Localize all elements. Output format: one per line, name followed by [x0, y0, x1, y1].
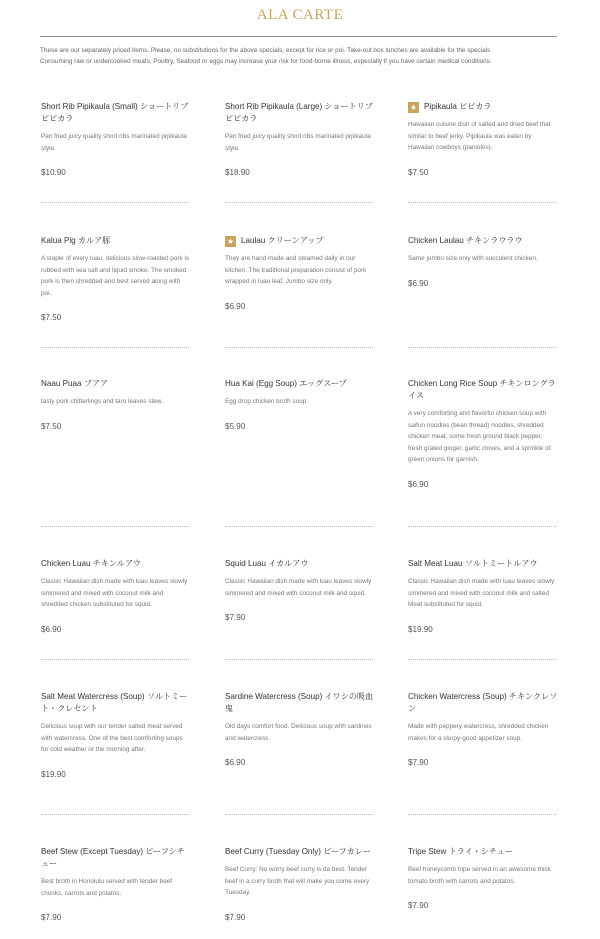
menu-item-price: $7.50	[41, 421, 62, 431]
menu-item-name-text: Laulau クリーンアップ	[241, 236, 324, 245]
menu-item-price: $6.90	[225, 301, 246, 311]
menu-item	[225, 101, 375, 177]
menu-item-name-text: Short Rib Pipikaula (Large) ショートリブピピカラ	[225, 102, 373, 123]
dotted-divider	[225, 347, 373, 348]
menu-item-description: tasty pork chitterlings and taro leaves stew.	[41, 398, 163, 405]
menu-item-price: $7.90	[41, 913, 62, 923]
dotted-divider	[408, 526, 556, 527]
menu-item-price: $7.90	[408, 901, 429, 911]
menu-item	[41, 846, 191, 922]
menu-item	[225, 378, 375, 431]
menu-item-name-text: Chicken Watercress (Soup) チキンクレソン	[408, 692, 558, 713]
dotted-divider	[408, 659, 556, 660]
dotted-divider	[225, 526, 373, 527]
intro-text	[40, 45, 560, 67]
menu-item	[225, 235, 375, 311]
menu-item-name	[225, 235, 375, 247]
menu-item-description: A staple of every luau, delicious slow-roasted pork is rubbed with sea salt and liquid smoke. The smoked pork is then shredded and best served along with poi.	[41, 255, 190, 297]
menu-item-price: $7.90	[225, 613, 246, 623]
dotted-divider	[41, 526, 189, 527]
menu-item	[408, 378, 558, 489]
menu-item-name-text: Squid Luau イカルアウ	[225, 559, 309, 568]
dotted-divider	[408, 202, 556, 203]
menu-item	[408, 558, 558, 634]
menu-item	[41, 558, 191, 634]
dotted-divider	[41, 347, 189, 348]
menu-item-price: $7.50	[41, 313, 62, 323]
menu-item-description: Delicious soup with our tender salted meat served with watercress. One of the best comforting soups for cold weather or the morning after.	[41, 723, 183, 754]
menu-item-name	[408, 846, 558, 858]
menu-item-name-text: Chicken Luau チキンルアウ	[41, 559, 142, 568]
menu-item-name-text: Hua Kai (Egg Soup) エッグスープ	[225, 379, 347, 388]
menu-item-price: $6.90	[408, 479, 429, 489]
menu-item-description: Classic Hawaiian dish made with luau leaves slowly simmered and mixed with coconut milk and squid.	[225, 578, 372, 597]
menu-item-price: $7.90	[408, 758, 429, 768]
menu-item-name	[408, 691, 558, 715]
menu-item	[408, 691, 558, 767]
menu-item-name	[225, 846, 375, 858]
intro-line-1: These are our separately priced items. Please, no substitutions for the above specials, except for rice or poi. Take-out box lunches are available for the specials	[40, 47, 491, 54]
menu-item-name-text: Chicken Laulau チキンラウラウ	[408, 236, 523, 245]
menu-item-name	[225, 378, 375, 390]
intro-line-2: Consuming raw or undercooked meats, Poultry, Seafood or eggs may increase your risk for food-borne illness, especially if you have certain medical conditions.	[40, 58, 492, 65]
menu-item	[408, 846, 558, 910]
menu-item-description: Old days comfort food. Delicious soup with sardines and watercress.	[225, 723, 372, 742]
menu-item-description: Classic Hawaiian dish made with luau leaves slowly simmered and mixed with coconut milk and shredded chicken substituted for squid.	[41, 578, 188, 609]
menu-item	[41, 691, 191, 779]
menu-item-price: $6.90	[41, 624, 62, 634]
menu-item-name	[408, 235, 558, 247]
dotted-divider	[41, 202, 189, 203]
dotted-divider	[225, 659, 373, 660]
menu-item-price: $18.90	[225, 168, 250, 178]
menu-item	[225, 558, 375, 622]
menu-item-name-text: Salt Meat Watercress (Soup) ソルトミート・クレセント	[41, 692, 188, 713]
menu-item-description: They are hand made and steamed daily in our kitchen. The traditional preparation consist of pork wrapped in luau leaf. Jumbo size only.	[225, 255, 367, 286]
dotted-divider	[408, 814, 556, 815]
menu-item-description: Pan fried juicy quality short ribs marinated pipikaula style.	[225, 133, 371, 152]
menu-item-name	[408, 558, 558, 570]
featured-star-icon: ★	[409, 103, 418, 112]
menu-item	[408, 235, 558, 288]
menu-item-name	[41, 558, 191, 570]
menu-item-price: $7.50	[408, 167, 429, 177]
menu-item-name	[408, 378, 558, 402]
menu-item	[225, 846, 375, 922]
menu-item-name-text: Tripe Stew トライ・シチュー	[408, 847, 513, 856]
menu-item-name-text: Salt Meat Luau ソルトミートルアウ	[408, 559, 538, 568]
menu-item-name-text: Beef Curry (Tuesday Only) ビーフカレー	[225, 847, 371, 856]
menu-item-description: Egg drop chicken broth soup.	[225, 398, 309, 405]
menu-item-description: A very comforting and flavorful chicken soup with saifun noodles (bean thread) noodles, shredded chicken meat, some fresh ground black pepper, fresh grated ginger, garlic cloves, and a sprinkle of green onions for garnish.	[408, 410, 551, 464]
menu-item-name	[225, 691, 375, 715]
menu-item	[41, 101, 191, 177]
page-title: ALA CARTE	[256, 7, 344, 23]
menu-item-name-text: Beef Stew (Except Tuesday) ビーフシチュー	[41, 847, 185, 868]
menu-item-description: Made with peppery watercress, shredded chicken makes for a slurpy-good appetizer soup.	[408, 723, 549, 742]
menu-item-name	[41, 235, 191, 247]
title-divider	[40, 36, 557, 37]
menu-item-description: Beef honeycomb tripe served in an awesome thick tomato broth with carrots and potatos.	[408, 866, 551, 885]
menu-item-price: $6.90	[225, 758, 246, 768]
menu-item-name	[225, 558, 375, 570]
featured-star-icon: ★	[226, 237, 235, 246]
menu-item-price: $10.90	[41, 168, 66, 178]
menu-item-name-text: Sardine Watercress (Soup) イワシの吸血鬼	[225, 692, 374, 713]
menu-item-name-text: Kalua Pig カルア豚	[41, 236, 111, 245]
menu-item-price: $7.90	[225, 912, 246, 922]
menu-item-description: Best broth in Honolulu served with tender beef chunks, carrots and potatos.	[41, 878, 173, 897]
menu-item-name	[408, 101, 558, 113]
dotted-divider	[41, 659, 189, 660]
dotted-divider	[225, 202, 373, 203]
dotted-divider	[225, 814, 373, 815]
menu-item-name	[41, 378, 191, 390]
menu-item-price: $19.90	[408, 624, 433, 634]
menu-item-description: Hawaiian cuisine dish of salted and dried beef that similar to beef jerky. Pipikaula was eaten by Hawaiian cowboys (paniolos).	[408, 121, 551, 152]
menu-item	[41, 235, 191, 322]
menu-item-name-text: Naau Puaa ブアア	[41, 379, 109, 388]
menu-item-name	[225, 101, 375, 125]
menu-item	[41, 378, 191, 431]
menu-item-name-text: Short Rib Pipikaula (Small) ショートリブピピカラ	[41, 102, 189, 123]
menu-item-name	[41, 691, 191, 715]
menu-item-description: Classic Hawaiian dish made with luau leaves slowly simmered and mixed with coconut milk and salted Meat substituted for squid.	[408, 578, 555, 609]
menu-item-price: $19.90	[41, 769, 66, 779]
menu-item-name-text: Chicken Long Rice Soup チキンロングライス	[408, 379, 556, 400]
menu-item-name	[41, 846, 191, 870]
dotted-divider	[408, 347, 556, 348]
menu-item-name	[41, 101, 191, 125]
menu-item-description: Beef Curry: No worry beef curry is da best. Tender beef in a curry broth that will make you come every Tuesday.	[225, 866, 370, 897]
menu-item-description: Same jumbo size only with succulent chicken.	[408, 255, 538, 262]
menu-item-description: Pan fried juicy quality short ribs marinated pipikaula style.	[41, 133, 187, 152]
menu-item-price: $6.90	[408, 278, 429, 288]
menu-item	[408, 101, 558, 177]
menu-item-price: $5.90	[225, 421, 246, 431]
dotted-divider	[41, 814, 189, 815]
menu-item-name-text: Pipikaula ピピカラ	[424, 102, 492, 111]
menu-item	[225, 691, 375, 767]
